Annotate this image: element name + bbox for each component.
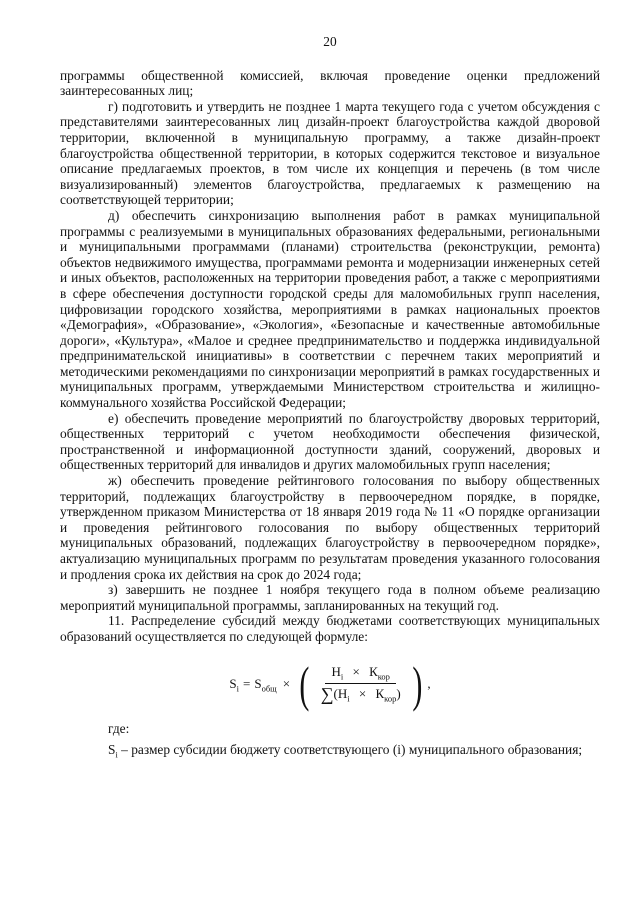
formula-total: $S_{общ}$ — [254, 675, 277, 694]
paragraph-g: г) подготовить и утвердить не позднее 1 марта текущего года с учетом обсуждения с представителями заинтересованных лиц дизайн-проект благоустройства каждой дворовой территории, включенной в муниципальную программу, а также дизайн-проект благоустройства общественной территории, в которых содержится текстовое и визуальное описание предлагаемых проектов, в том числе их концепция и перечень (в том числе визуализированный) элементов благоустройства, предлагаемых к размещению на соответствующей территории; — [60, 98, 600, 208]
subsidy-formula — [60, 653, 600, 715]
paragraph-11: 11. Распределение субсидий между бюджетами соответствующих муниципальных образований осуществляется по следующей формуле: — [60, 613, 600, 644]
formula-right-paren: ) — [412, 655, 423, 712]
paragraph-d: д) обеспечить синхронизацию выполнения работ в рамках муниципальной программы с реализуемыми в муниципальных образованиях федеральными, региональными и муниципальными программами (планами) строительства (реконструкции, ремонта) объектов недвижимого имущества, программами ремонта и модернизации инженерных сетей и иных объектов, расположенных на территории проведения работ, а также с мероприятиями в сфере обеспечения доступности городской среды для маломобильных групп населения, цифровизации городского хозяйства, мероприятиями в рамках национальных проектов «Демография», «Образование», «Экология», «Безопасные и качественные автомобильные дороги», «Культура», «Малое и среднее предпринимательство и поддержка индивидуальной предпринимательской инициативы» в соответствии с перечнем таких мероприятий и методическими рекомендациями по синхронизации мероприятий в рамках государственных и муниципальных программ, утверждаемыми Министерством строительства и жилищно-коммунального хозяйства Российской Федерации; — [60, 207, 600, 411]
paragraph-e: е) обеспечить проведение мероприятий по благоустройству дворовых территорий, общественных территорий с учетом необходимости обеспечения физической, пространственной и информационной доступности зданий, сооружений, дворовых и общественных территорий для инвалидов и других маломобильных групп населения; — [60, 410, 600, 473]
where-label: где: — [108, 720, 130, 736]
formula-lhs: $S_i$ — [229, 675, 239, 694]
definition-symbol-sub: i — [115, 749, 118, 760]
formula-equals: = — [242, 675, 251, 691]
formula-bracket — [296, 655, 425, 712]
definition-symbol: S — [108, 742, 116, 758]
formula-comma: , — [427, 675, 431, 691]
formula-times: × — [282, 675, 291, 691]
paragraph-zh: ж) обеспечить проведение рейтингового голосования по выбору общественных территорий, подлежащих благоустройству в первоочередном порядке, в порядке, утвержденном приказом Министерства от 18 января 2019 года № 11 «О порядке организации и проведения рейтингового голосования по выбору общественных территорий муниципальных образований, подлежащих благоустройству в первоочередном порядке», актуализацию муниципальных программ по результатам проведения указанного голосования и продления срока их действия на срок до 2024 года; — [60, 473, 600, 582]
page-number: 20 — [323, 34, 337, 49]
formula-numerator: $H_i \times К_{кор}$ — [325, 664, 395, 684]
formula-denominator: $\sum(H_i \times К_{кор})$ — [320, 684, 401, 705]
formula-fraction — [315, 664, 407, 705]
definition-text: – размер субсидии бюджету соответствующего (i) муниципального образования; — [117, 742, 583, 758]
paragraph-z: з) завершить не позднее 1 ноября текущего года в полном объеме реализацию мероприятий муниципальной программы, запланированных на текущий год. — [60, 582, 600, 613]
definition-si — [60, 742, 600, 758]
paragraph-commission: программы общественной комиссией, включая проведение оценки предложений заинтересованных лиц; — [60, 67, 600, 99]
formula-left-paren: ( — [299, 655, 310, 712]
